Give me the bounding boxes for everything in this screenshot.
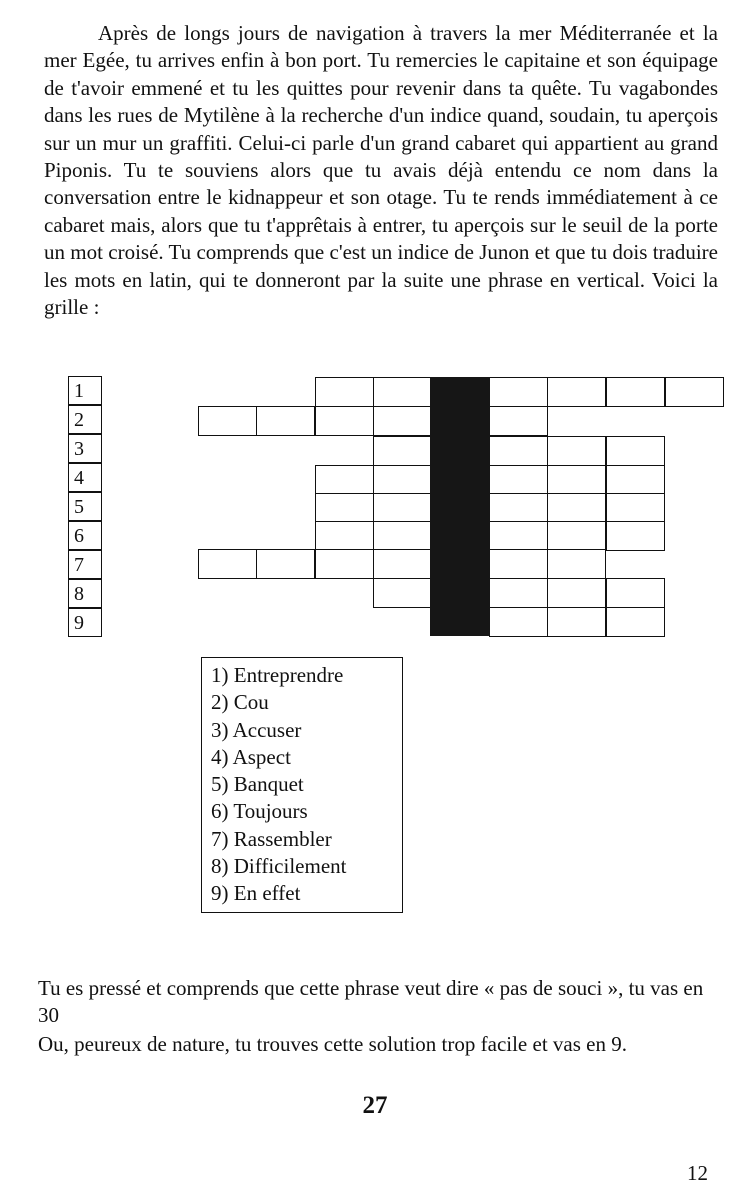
crossword-cell[interactable]	[547, 377, 606, 407]
choice-option-b: Ou, peureux de nature, tu trouves cette solution trop facile et vas en 9.	[38, 1032, 627, 1056]
crossword-cell[interactable]	[606, 436, 665, 466]
clue-6: 6) Toujours	[211, 799, 308, 824]
crossword-cell[interactable]	[489, 465, 548, 495]
crossword-cell[interactable]	[489, 493, 548, 523]
clue-3: 3) Accuser	[211, 717, 302, 742]
crossword-cell[interactable]	[606, 377, 665, 407]
solution-column	[430, 377, 490, 636]
crossword-cell[interactable]	[489, 436, 548, 466]
crossword-cell[interactable]	[373, 436, 432, 466]
crossword-cell[interactable]	[665, 377, 724, 407]
crossword-cell[interactable]	[198, 549, 257, 579]
crossword-cell[interactable]	[315, 377, 374, 407]
clue-1: 1) Entreprendre	[211, 663, 344, 687]
row-number-7: 7	[68, 550, 102, 579]
crossword-cell[interactable]	[547, 465, 606, 495]
crossword-cell[interactable]	[256, 549, 315, 579]
crossword-cell[interactable]	[256, 406, 315, 436]
crossword-cell[interactable]	[198, 406, 257, 436]
crossword-cell[interactable]	[315, 549, 374, 579]
crossword-cell[interactable]	[547, 436, 606, 466]
row-number-4: 4	[68, 463, 102, 492]
row-number-2: 2	[68, 405, 102, 434]
page-number: 12	[687, 1161, 708, 1185]
intro-text	[44, 20, 718, 321]
crossword-cell[interactable]	[547, 607, 606, 637]
crossword-cell[interactable]	[489, 578, 548, 608]
clue-2: 2) Cou	[211, 690, 269, 715]
row-number-8: 8	[68, 579, 102, 608]
crossword-cell[interactable]	[606, 493, 665, 523]
crossword-cell[interactable]	[373, 549, 432, 579]
clue-5: 5) Banquet	[211, 772, 304, 797]
crossword-cell[interactable]	[489, 377, 548, 407]
crossword-cell[interactable]	[373, 493, 432, 523]
choice-option-a: Tu es pressé et comprends que cette phrase veut dire « pas de souci », tu vas en 30	[38, 976, 704, 1027]
clue-4: 4) Aspect	[211, 744, 291, 769]
clue-9: 9) En effet	[211, 881, 301, 906]
clues-box	[201, 657, 403, 913]
crossword-cell[interactable]	[547, 493, 606, 523]
crossword-cell[interactable]	[315, 406, 374, 436]
crossword-cell[interactable]	[606, 465, 665, 495]
crossword-cell[interactable]	[606, 578, 665, 608]
crossword-cell[interactable]	[373, 521, 432, 551]
crossword-cell[interactable]	[373, 465, 432, 495]
crossword-cell[interactable]	[373, 406, 432, 436]
section-number: 27	[362, 1092, 388, 1119]
crossword-cell[interactable]	[315, 521, 374, 551]
crossword-cell[interactable]	[547, 549, 606, 579]
clue-8: 8) Difficilement	[211, 854, 347, 879]
crossword-cell[interactable]	[606, 607, 665, 637]
crossword-cell[interactable]	[606, 521, 665, 551]
crossword-cell[interactable]	[489, 607, 548, 637]
crossword-cell[interactable]	[315, 493, 374, 523]
crossword-cell[interactable]	[547, 521, 606, 551]
intro-paragraph: Après de longs jours de navigation à travers la mer Méditerranée et la mer Egée, tu arrives enfin à bon port. Tu remercies le capitaine et son équipage de t'avoir emmené et tu les quittes pour revenir dans ta quête. Tu vagabondes dans les rues de Mytilène à la recherche d'un indice quand, soudain, tu aperçois sur un mur un graffiti. Celui-ci parle d'un grand cabaret qui appartient au grand Piponis. Tu te souviens alors que tu avais déjà entendu ce nom dans la conversation entre le kidnappeur et son otage. Tu te rends immédiatement à ce cabaret mais, alors que tu t'apprêtais à entrer, tu aperçois sur le seuil de la porte un mot croisé. Tu comprends que c'est un indice de Junon et que tu dois traduire les mots en latin, qui te donneront par la suite une phrase en vertical. Voici la grille :	[44, 21, 718, 320]
row-number-6: 6	[68, 521, 102, 550]
row-number-5: 5	[68, 492, 102, 521]
crossword-cell[interactable]	[315, 465, 374, 495]
row-number-1: 1	[68, 376, 102, 405]
crossword-cell[interactable]	[373, 377, 432, 407]
crossword-cell[interactable]	[373, 578, 432, 608]
crossword-cell[interactable]	[489, 521, 548, 551]
crossword-cell[interactable]	[489, 406, 548, 436]
crossword-cell[interactable]	[547, 578, 606, 608]
row-number-3: 3	[68, 434, 102, 463]
crossword-cell[interactable]	[489, 549, 548, 579]
clue-7: 7) Rassembler	[211, 826, 332, 851]
row-number-9: 9	[68, 608, 102, 637]
